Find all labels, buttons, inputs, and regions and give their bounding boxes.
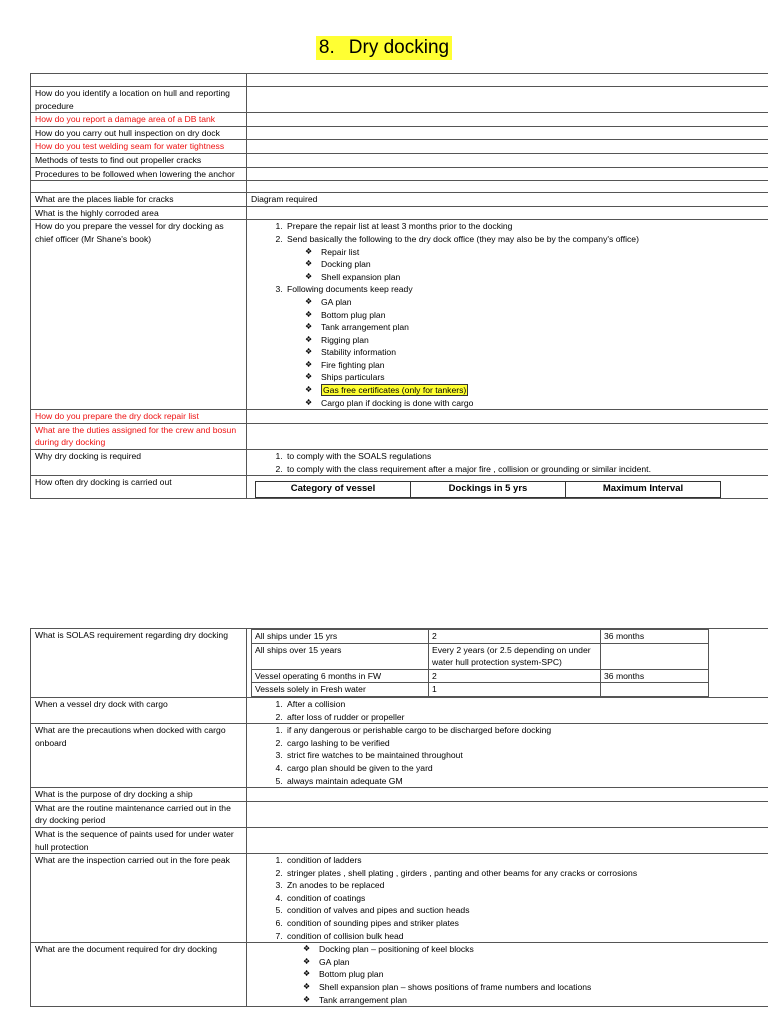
table-row: When a vessel dry dock with cargo 1. After a collision 2. after loss of rudder or propeller [31,697,768,723]
list-item: 3. Following documents keep ready [285,283,765,296]
list-item: ❖ Shell expansion plan [305,271,765,284]
section-number: 8. [318,37,335,58]
dry-docking-table-1 [30,73,768,499]
list-item: 2. after loss of rudder or propeller [285,711,765,724]
col-header: Maximum Interval [566,482,721,498]
table-row: What are the precautions when docked with cargo onboard 1. if any dangerous or perishable cargo to be discharged before docking 2. cargo lashing to be verified 3. strict fire watches to be maintained throughout 4. cargo plan should be given to the yard 5. always maintain adequate GM [31,724,768,788]
table-row: What is the purpose of dry docking a ship [31,788,768,802]
list-item: 1. to comply with the SOALS regulations [285,450,765,463]
page-title [316,36,452,60]
list-item: 3. Zn anodes to be replaced [285,879,765,892]
dry-docking-table-2 [30,628,768,1007]
title-area [0,36,768,60]
table-row: All ships over 15 years Every 2 years (or 2.5 depending on under water hull protection system-SPC) [252,643,709,669]
list-item: 1. if any dangerous or perishable cargo to be discharged before docking [285,724,765,737]
col-header: Category of vessel [256,482,411,498]
list-item: ❖ Bottom plug plan [305,309,765,322]
list-item: 4. condition of coatings [285,892,765,905]
list-item: ❖ Docking plan [305,258,765,271]
table-row [31,74,768,87]
list-item: 2. cargo lashing to be verified [285,737,765,750]
list-item: 4. cargo plan should be given to the yard [285,762,765,775]
list-item: 7. condition of collision bulk head [285,930,765,943]
list-item: 5. always maintain adequate GM [285,775,765,788]
col-header: Dockings in 5 yrs [411,482,566,498]
list-item: 1. Prepare the repair list at least 3 months prior to the docking [285,220,765,233]
table-row: Procedures to be followed when lowering the anchor [31,167,768,181]
list-item: ❖ GA plan [305,296,765,309]
table-row: How do you prepare the dry dock repair list [31,410,768,424]
list-item: ❖ Repair list [305,246,765,259]
table-row: How do you test welding seam for water tightness [31,140,768,154]
table-row: What are the places liable for cracks Diagram required [31,193,768,207]
list-item: 2. Send basically the following to the dry dock office (they may also be by the company's office) [285,233,765,246]
prep-steps-list [251,220,765,245]
table-row: How often dry docking is carried out Category of vessel Dockings in 5 yrs Maximum Interval [31,476,768,499]
list-item: 2. stringer plates , shell plating , girders , panting and other beams for any cracks or corrosions [285,867,765,880]
table-row: How do you identify a location on hull and reporting procedure [31,87,768,113]
table-row: What are the document required for dry docking ❖ Docking plan – positioning of keel blocks ❖ GA plan ❖ Bottom plug plan ❖ Shell expansion plan – shows positions of frame numbers and locations ❖ Tank arrangement plan [31,943,768,1007]
list-item: ❖ Docking plan – positioning of keel blocks [303,943,765,956]
table-row: What are the routine maintenance carried out in the dry docking period [31,801,768,827]
table-row: What are the inspection carried out in the fore peak 1. condition of ladders 2. stringer plates , shell plating , girders , panting and other beams for any cracks or corrosions 3. Zn anodes to be replaced 4. condition of coatings 5. condition of valves and pipes and suction heads 6. condition of sounding pipes and striker plates 7. condition of collision bulk head [31,854,768,943]
table-row: How do you report a damage area of a DB tank [31,113,768,127]
table-row: All ships under 15 yrs 2 36 months [252,630,709,644]
list-item [305,384,765,397]
table-row [31,181,768,193]
fore-peak-list [251,854,765,942]
table-row: How do you prepare the vessel for dry docking as chief officer (Mr Shane's book) 1. Prepare the repair list at least 3 months prior to the docking 2. Send basically the following to the dry dock office (they may also be by the company's office) ❖ Repair list ❖ Docking plan ❖ Shell expansion plan 3. Following documents keep ready ❖ GA plan ❖ Bottom plug plan ❖ Tank arrangement plan ❖ Rigging plan ❖ Stability information ❖ Fire fighting plan ❖ Ships particulars ❖ Gas free certificates (only for tankers) ❖ Cargo plan if docking is done with cargo [31,220,768,410]
list-item: ❖ Shell expansion plan – shows positions of frame numbers and locations [303,981,765,994]
list-item: ❖ Rigging plan [305,334,765,347]
list-item: ❖ Tank arrangement plan [303,994,765,1007]
cargo-list [251,698,765,723]
table-row: Vessel operating 6 months in FW 2 36 months [252,669,709,683]
table-row: What is the highly corroded area [31,206,768,220]
list-item: ❖ Tank arrangement plan [305,321,765,334]
category-header-table [255,481,721,498]
table-row: Why dry docking is required 1. to comply with the SOALS regulations 2. to comply with the class requirement after a major fire , collision or grounding or similar incident. [31,450,768,476]
list-item: ❖ Ships particulars [305,371,765,384]
list-item: 5. condition of valves and pipes and suction heads [285,904,765,917]
precautions-list [251,724,765,787]
documents-list [251,296,765,409]
reasons-list [251,450,765,475]
documents-required-list [251,943,765,1006]
list-item: 6. condition of sounding pipes and striker plates [285,917,765,930]
list-item: 2. to comply with the class requirement after a major fire , collision or grounding or similar incident. [285,463,765,476]
list-item: 1. condition of ladders [285,854,765,867]
section-title: Dry docking [348,37,450,58]
table-row: How do you carry out hull inspection on dry dock [31,126,768,140]
send-list [251,246,765,284]
table-row: Methods of tests to find out propeller cracks [31,153,768,167]
list-item: ❖ Cargo plan if docking is done with cargo [305,397,765,410]
list-item: ❖ Bottom plug plan [303,968,765,981]
list-item: ❖ Fire fighting plan [305,359,765,372]
table-row: What are the duties assigned for the crew and bosun during dry docking [31,423,768,449]
highlighted-item: Gas free certificates (only for tankers) [323,385,467,396]
list-item: 3. strict fire watches to be maintained throughout [285,749,765,762]
table-row: What is the sequence of paints used for under water hull protection [31,827,768,853]
table-row: Vessels solely in Fresh water 1 [252,683,709,697]
solas-table [251,629,709,697]
table-row: What is SOLAS requirement regarding dry docking All ships under 15 yrs 2 36 months All ships over 15 years Every 2 years (or 2.5 depending on under water hull protection system-SPC) Vessel operating 6 months in FW 2 36 months Vessels solely in Fresh water 1 [31,629,768,698]
list-item: 1. After a collision [285,698,765,711]
prep-steps-list-cont [251,283,765,296]
list-item: ❖ GA plan [303,956,765,969]
list-item: ❖ Stability information [305,346,765,359]
